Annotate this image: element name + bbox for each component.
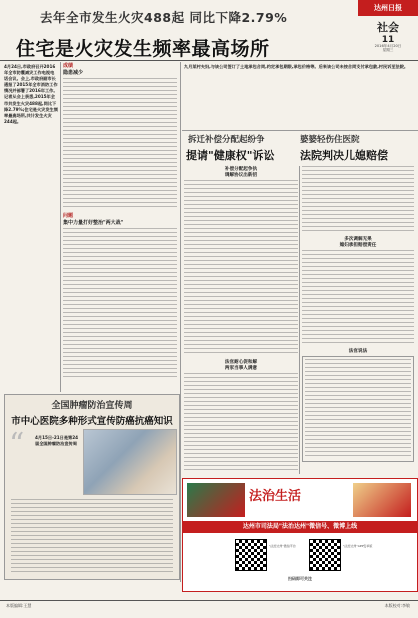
box-date-text: 4月15日-21日是第24届全国肿瘤防治宣传周 <box>35 435 79 446</box>
left-lead-text: 4月24日,市政府召开2016年全市防震减灾工作电视电话会议。会上,市政府副市长通报了2015年全市消防工作情况并部署了2016年工作。记者从会上获悉,2015年全市共发生火灾488起,同比下降2.79%;住宅是火灾发生频率最高场所,共计发生火灾244起。 <box>4 64 58 124</box>
footer-divider <box>0 600 418 601</box>
article-left-col <box>184 166 298 474</box>
qr-label-right: "法治达州"APP安卓版 <box>343 544 373 548</box>
subhead-r3: 法官说法 <box>348 349 368 354</box>
page-number: 11 <box>381 35 395 45</box>
right-top-divider <box>182 130 418 131</box>
section-heading-problem: 问题 <box>63 213 74 219</box>
article-right-body-2 <box>302 250 414 346</box>
subhead-r2: 媳妇承担赔偿责任 <box>339 243 377 248</box>
center-article <box>63 62 177 392</box>
subheading-problem: 集中力量打好整治"两大战" <box>63 220 124 226</box>
ad-image-left <box>187 483 245 517</box>
cancer-week-box <box>4 394 180 580</box>
subhead-r1: 多次调解无果 <box>344 237 372 242</box>
right-top-text: 九月某村夫妇,与该公司签订了土地承包合同,约定承包期限,承包价格等。后来该公司未按合同支付承包款,村民诉至法院。 <box>184 64 409 69</box>
center-divider <box>180 62 181 582</box>
article-right-body-1 <box>302 166 414 234</box>
top-headline: 去年全市发生火灾488起 同比下降2.79% <box>40 10 288 25</box>
article-right-col <box>302 166 414 474</box>
footer-left: 本版编辑:王慧 <box>6 603 32 608</box>
kicker-right: 婆婆轻伤住医院 <box>300 135 360 145</box>
masthead-divider <box>0 60 418 61</box>
qr-code-left <box>235 539 267 571</box>
issue-date: 2016年4月20日 <box>374 44 402 48</box>
subheading-achievement: 隐患减少 <box>63 70 84 76</box>
right-inner-divider <box>299 166 300 474</box>
kicker-left: 拆迁补偿分配起纷争 <box>188 135 265 145</box>
ad-bottom-note: 扫码即可关注 <box>288 576 312 581</box>
article-left-body-1 <box>184 180 298 356</box>
ad-image-right <box>353 483 411 517</box>
title-right: 法院判决儿媳赔偿 <box>300 149 388 162</box>
section-name: 社会 <box>377 21 399 34</box>
qr-label-left: "法治达州"微信平台 <box>269 544 296 548</box>
qr-code-right <box>309 539 341 571</box>
box-body <box>11 499 173 573</box>
law-box <box>302 356 414 462</box>
ad-slogan: 法治生活 <box>249 489 302 504</box>
issue-weekday: 星期三 <box>382 47 394 52</box>
article-left-body-2 <box>184 373 298 473</box>
masthead-logo-block <box>358 0 418 58</box>
quote-mark-icon: “ <box>9 427 25 462</box>
subhead-1: 补偿分配起争执 <box>224 167 258 172</box>
left-divider <box>60 62 61 392</box>
paper-logo: 达州日报 <box>358 0 418 16</box>
footer-right: 本版校对:李敏 <box>384 603 410 608</box>
subhead-2: 调解协议出新招 <box>224 173 258 178</box>
box-title-main: 市中心医院多种形式宣传防癌抗癌知识 <box>11 416 173 427</box>
article-body-1 <box>63 78 177 208</box>
box-photo <box>83 429 177 495</box>
main-headline: 住宅是火灾发生频率最高场所 <box>16 38 270 60</box>
subhead-3: 法官耐心促和解 <box>224 360 258 365</box>
ad-banner: 达州市司法局"法治达州"微信号、微博上线 <box>183 521 417 533</box>
section-heading-achievement: 成绩 <box>63 63 74 69</box>
article-body-2 <box>63 228 177 378</box>
legal-ad <box>182 478 418 592</box>
box-title-top: 全国肿瘤防治宣传周 <box>51 401 133 411</box>
title-left: 提请"健康权"诉讼 <box>186 149 275 162</box>
law-box-body <box>305 359 411 459</box>
subhead-4: 两家当事人满意 <box>224 366 258 371</box>
